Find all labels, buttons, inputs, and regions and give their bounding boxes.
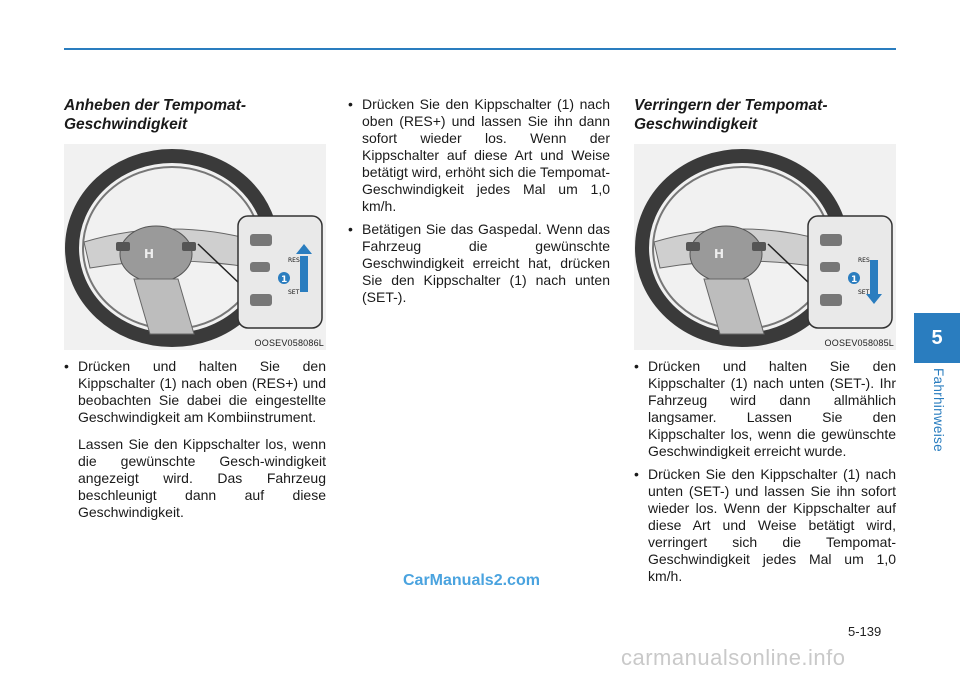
callout-number: 1 (851, 275, 858, 285)
steering-wheel-illustration (64, 144, 326, 350)
steering-wheel-figure-decrease (634, 144, 896, 350)
steering-wheel-illustration (634, 144, 896, 350)
callout-number: 1 (281, 275, 288, 285)
watermark-carmanualsonline: carmanualsonline.info (621, 645, 846, 670)
top-rule (64, 48, 896, 50)
page-number: 5-139 (848, 624, 882, 639)
paragraph-release-switch: Lassen Sie den Kippschalter los, wenn die gewünschte Gesch-windigkeit angezeigt wird. Das Fahrzeug beschleunigt dann auf diese Geschwindigkeit. (78, 436, 326, 520)
svg-text:RES: RES (288, 257, 300, 264)
steering-wheel-figure-increase (64, 144, 326, 350)
chapter-tab: 5 (914, 313, 960, 363)
svg-text:H: H (714, 247, 725, 261)
figure-code: OOSEV058085L (824, 338, 894, 348)
section-heading-decrease: Verringern der Tempomat-Geschwindigkeit (634, 97, 828, 133)
figure-code: OOSEV058086L (254, 338, 324, 348)
list-item: • Drücken Sie den Kippschalter (1) nach unten (SET-) und lassen Sie ihn sofort wieder los. Wenn der Kippschalter auf diese Art und Weise betätigt wird, verringert sich die Tempomat-Geschwindigkeit jedes Mal um 1,0 km/h. (634, 466, 896, 585)
list-item: • Drücken und halten Sie den Kippschalter (1) nach oben (RES+) und beobachten Sie dabei die eingestellte Geschwindigkeit am Kombiinstrument. (64, 358, 326, 426)
svg-text:SET: SET (288, 289, 300, 296)
list-item: • Drücken und halten Sie den Kippschalter (1) nach unten (SET-). Ihr Fahrzeug wird dann allmählich langsamer. Lassen Sie den Kippschalter los, wenn die gewünschte Geschwindigkeit erreicht wurde. (634, 358, 896, 460)
svg-text:RES: RES (858, 257, 870, 264)
bullet-list-middle (348, 96, 610, 306)
list-item: • Betätigen Sie das Gaspedal. Wenn das Fahrzeug die gewünschte Geschwindigkeit erreicht hat, drücken Sie den Kippschalter (1) nach unten (SET-). (348, 221, 610, 306)
chapter-label: Fahrhinweise (931, 368, 946, 452)
section-heading-increase: Anheben der Tempomat-Geschwindigkeit (64, 97, 246, 133)
svg-text:H: H (144, 247, 155, 261)
middle-column (348, 96, 610, 312)
right-column (634, 96, 896, 591)
svg-text:SET: SET (858, 289, 870, 296)
list-item: • Drücken Sie den Kippschalter (1) nach oben (RES+) und lassen Sie ihn dann sofort wieder los. Wenn der Kippschalter auf diese Art und Weise betätigt wird, erhöht sich die Tempomat-Geschwindigkeit jedes Mal um 1,0 km/h. (348, 96, 610, 215)
bullet-list-decrease (634, 358, 896, 585)
watermark-carmanuals2[interactable]: CarManuals2.com (403, 572, 540, 589)
left-column (64, 96, 326, 521)
bullet-list-increase (64, 358, 326, 426)
